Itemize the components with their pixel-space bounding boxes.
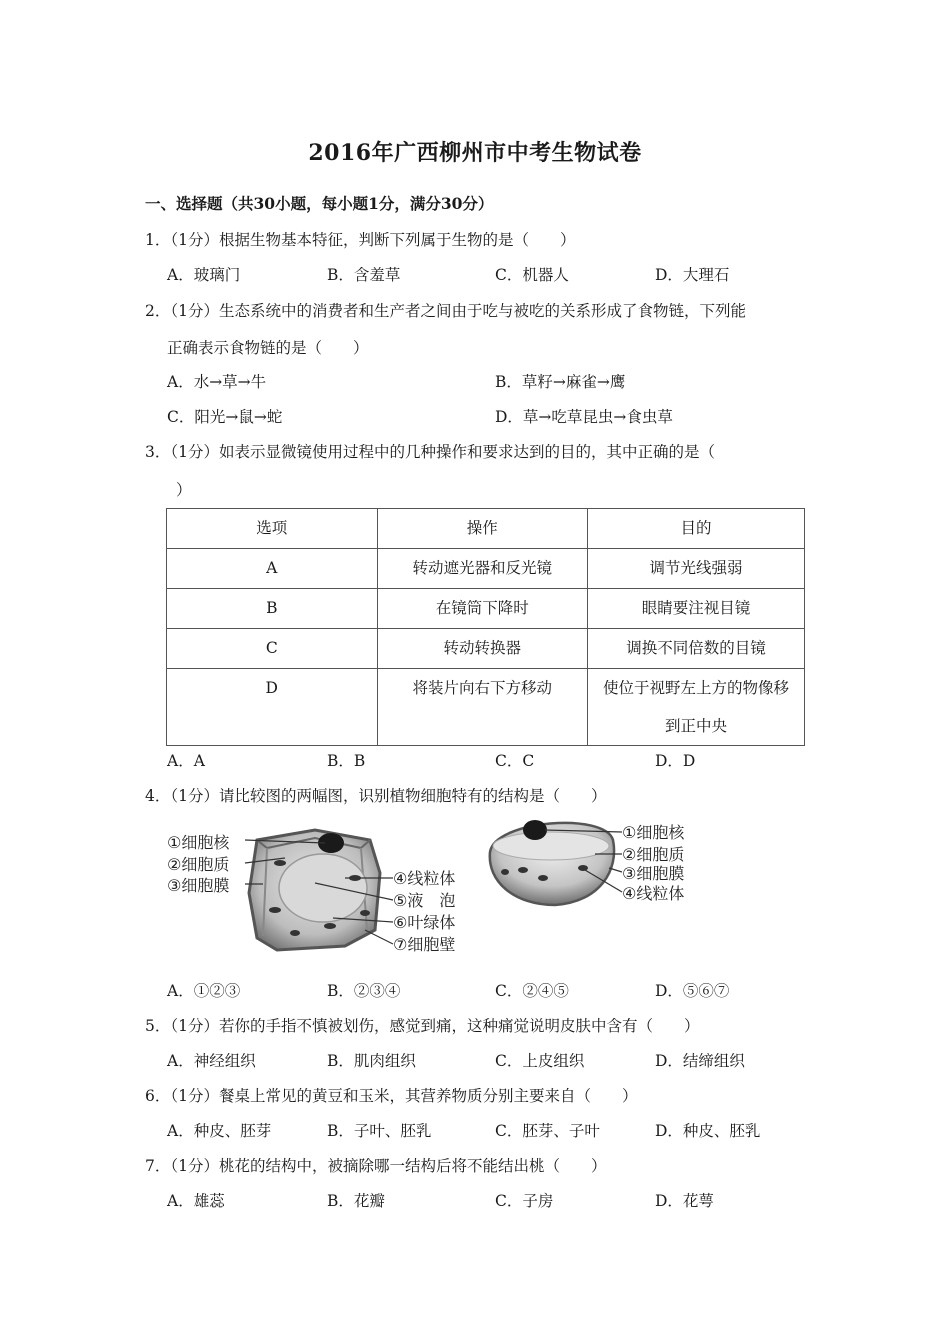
option-d: D．⑤⑥⑦ [655, 982, 730, 1000]
table-cell [588, 669, 805, 746]
section-heading: 一、选择题（共30小题，每小题1分，满分30分） [145, 194, 494, 213]
question-number: 4． [145, 787, 171, 805]
option-a: A．玻璃门 [167, 266, 241, 284]
option-c: C．C [495, 752, 535, 770]
plant-label-vacuole: ⑤液 泡 [393, 891, 456, 910]
animal-label-cytoplasm: ②细胞质 [622, 845, 685, 864]
option-c: C．上皮组织 [495, 1052, 585, 1070]
microscope-table [166, 508, 805, 746]
table-header-cell: 目的 [588, 509, 805, 549]
animal-cell-figure [485, 810, 710, 915]
question-text-continued: 正确表示食物链的是（ ） [167, 339, 369, 357]
option-a: A．①②③ [167, 982, 241, 1000]
table-header-row [167, 509, 805, 549]
option-b: B．B [327, 752, 366, 770]
plant-label-cell-wall: ⑦细胞壁 [393, 935, 456, 954]
question-number: 3． [145, 443, 171, 461]
table-cell: 在镜筒下降时 [377, 589, 588, 629]
question-1 [145, 228, 576, 250]
option-c: C．机器人 [495, 266, 569, 284]
nucleus-shape [523, 820, 547, 840]
table-cell: 转动遮光器和反光镜 [377, 549, 588, 589]
option-a: A．神经组织 [167, 1052, 256, 1070]
option-c: C．②④⑤ [495, 982, 569, 1000]
option-b: B．花瓣 [327, 1192, 385, 1210]
table-cell: B [167, 589, 378, 629]
table-cell: 调换不同倍数的目镜 [588, 629, 805, 669]
animal-label-membrane: ③细胞膜 [622, 864, 685, 883]
option-a: A．水→草→牛 [167, 373, 267, 391]
option-b: B．②③④ [327, 982, 401, 1000]
option-c: C．子房 [495, 1192, 554, 1210]
plant-label-mitochondria: ④线粒体 [393, 869, 456, 888]
option-a: A．A [167, 752, 205, 770]
table-cell: C [167, 629, 378, 669]
animal-cell-body [490, 823, 614, 905]
table-row [167, 589, 805, 629]
option-b: B．含羞草 [327, 266, 401, 284]
question-text: （1分）如表示显微镜使用过程中的几种操作和要求达到的目的，其中正确的是（ [170, 443, 715, 461]
table-row [167, 549, 805, 589]
vacuole-shape [279, 854, 367, 922]
option-b: B．子叶、胚乳 [327, 1122, 432, 1140]
option-a: A．种皮、胚芽 [167, 1122, 272, 1140]
table-cell-line: 到正中央 [665, 717, 728, 735]
question-2 [145, 299, 746, 321]
question-5 [145, 1014, 700, 1036]
table-cell: 调节光线强弱 [588, 549, 805, 589]
table-cell: 眼睛要注视目镜 [588, 589, 805, 629]
table-row [167, 669, 805, 746]
table-cell: A [167, 549, 378, 589]
table-row [167, 629, 805, 669]
animal-label-nucleus: ①细胞核 [622, 823, 685, 842]
question-3 [145, 440, 715, 462]
plant-cell-body [249, 830, 380, 950]
option-c: C．阳光→鼠→蛇 [167, 408, 283, 426]
option-d: D．大理石 [655, 266, 730, 284]
table-cell-line: 使位于视野左上方的物像移 [603, 679, 790, 697]
animal-label-mitochondria: ④线粒体 [622, 884, 685, 903]
option-d: D．D [655, 752, 696, 770]
option-d: D．结缔组织 [655, 1052, 745, 1070]
page-title: 2016年广西柳州市中考生物试卷 [308, 140, 642, 166]
plant-label-chloroplast: ⑥叶绿体 [393, 913, 456, 932]
question-number: 2． [145, 302, 171, 320]
table-cell: 将装片向右下方移动 [377, 669, 588, 746]
question-6 [145, 1084, 638, 1106]
option-c: C．胚芽、子叶 [495, 1122, 600, 1140]
option-b: B．肌肉组织 [327, 1052, 416, 1070]
table-header-cell: 操作 [377, 509, 588, 549]
option-a: A．雄蕊 [167, 1192, 225, 1210]
option-d: D．种皮、胚乳 [655, 1122, 761, 1140]
table-cell: D [167, 669, 378, 746]
question-text: （1分）若你的手指不慎被划伤，感觉到痛，这种痛觉说明皮肤中含有（ ） [170, 1017, 700, 1035]
table-cell: 转动转换器 [377, 629, 588, 669]
question-text: （1分）生态系统中的消费者和生产者之间由于吃与被吃的关系形成了食物链，下列能 [170, 302, 746, 320]
table-header-cell: 选项 [167, 509, 378, 549]
question-number: 7． [145, 1157, 171, 1175]
question-4 [145, 784, 607, 806]
plant-label-nucleus: ①细胞核 [167, 833, 230, 852]
question-7 [145, 1154, 607, 1176]
question-text: （1分）根据生物基本特征，判断下列属于生物的是（ ） [170, 231, 576, 249]
question-number: 5． [145, 1017, 171, 1035]
plant-label-membrane: ③细胞膜 [167, 876, 230, 895]
question-text: （1分）桃花的结构中，被摘除哪一结构后将不能结出桃（ ） [170, 1157, 607, 1175]
option-b: B．草籽→麻雀→鹰 [495, 373, 626, 391]
question-text: （1分）餐桌上常见的黄豆和玉米，其营养物质分别主要来自（ ） [170, 1087, 638, 1105]
question-text-continued: ） [176, 481, 192, 499]
question-number: 1． [145, 231, 171, 249]
option-d: D．草→吃草昆虫→食虫草 [495, 408, 673, 426]
plant-label-cytoplasm: ②细胞质 [167, 855, 230, 874]
question-number: 6． [145, 1087, 171, 1105]
option-d: D．花萼 [655, 1192, 714, 1210]
plant-cell-figure [165, 818, 475, 963]
question-text: （1分）请比较图的两幅图，识别植物细胞特有的结构是（ ） [170, 787, 607, 805]
